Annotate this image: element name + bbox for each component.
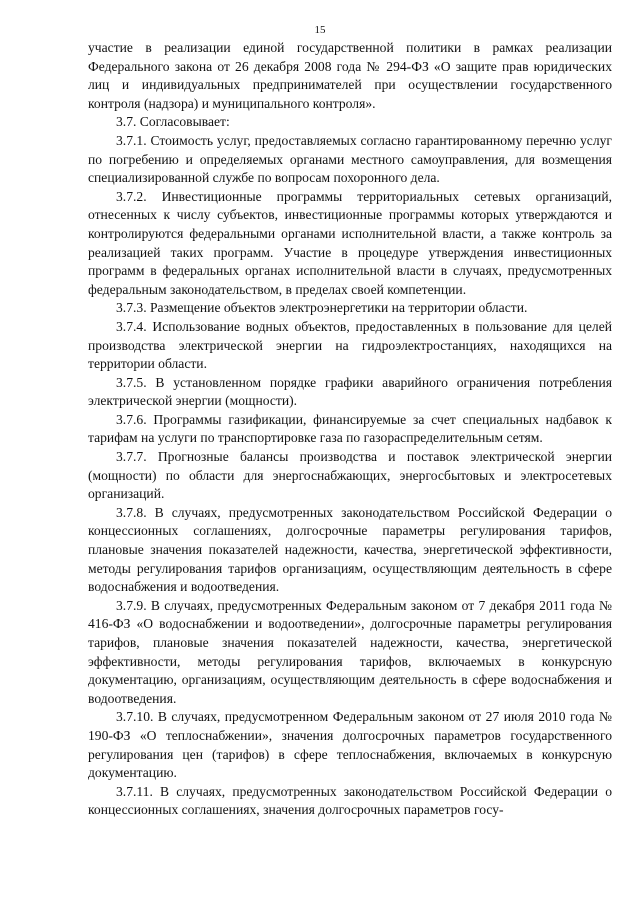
clause-3-7-8: 3.7.8. В случаях, предусмотренных законодательством Российской Федерации о концессионных соглашениях, долгосрочные параметры регулирования тарифов, плановые значения показателей надежности, качества, энергетической эффективности, методы регулирования тарифов организациям, осуществляющим деятельность в сфере водоснабжения и водоотведения. [88,504,612,595]
clause-3-7-4: 3.7.4. Использование водных объектов, предоставленных в пользование для целей производства электрической энергии на гидроэлектростанциях, находящихся на территории области. [88,318,612,372]
clause-3-7-11: 3.7.11. В случаях, предусмотренных законодательством Российской Федерации о концессионных соглашениях, значения долгосрочных параметров госу- [88,783,612,818]
clause-3-7-3: 3.7.3. Размещение объектов электроэнергетики на территории области. [116,300,528,316]
clause-3-7-2: 3.7.2. Инвестиционные программы территориальных сетевых организаций, отнесенных к числу субъектов, инвестиционные программы которых утверждаются и контролируются федеральными органами исполнительной власти, а также контроль за реализацией таких программ. Участие в процедуре утверждения инвестиционных программ в федеральных органах исполнительной власти в случаях, предусмотренных федеральным законодательством, в пределах своей компетенции. [88,188,612,297]
clause-3-7-6: 3.7.6. Программы газификации, финансируемые за счет специальных надбавок к тарифам на услуги по транспортировке газа по газораспределительным сетям. [88,411,612,446]
clause-3-7-7: 3.7.7. Прогнозные балансы производства и поставок электрической энергии (мощности) по области для энергоснабжающих, энергосбытовых и электросетевых организаций. [88,449,612,502]
clause-3-7-9: 3.7.9. В случаях, предусмотренных Федеральным законом от 7 декабря 2011 года № 416-ФЗ «О водоснабжении и водоотведении», долгосрочные параметры регулирования тарифов, плановые значения показателей надежности, качества, энергетической эффективности, методы регулирования тарифов, включаемых в конкурсную документацию, организациям, осуществляющим деятельность в сфере водоснабжения и водоотведения. [88,597,612,706]
clause-3-7-10: 3.7.10. В случаях, предусмотренном Федеральным законом от 27 июля 2010 года № 190-ФЗ «О теплоснабжении», значения долгосрочных параметров государственного регулирования цен (тарифов) в сфере теплоснабжения, включаемых в конкурсную документацию. [88,709,612,781]
page-number: 15 [314,24,326,36]
section-heading-3-7: 3.7. Согласовывает: [116,114,230,130]
clause-3-7-5: 3.7.5. В установленном порядке графики аварийного ограничения потребления электрической энергии (мощности). [88,374,612,409]
clause-3-7-1: 3.7.1. Стоимость услуг, предоставляемых согласно гарантированному перечню услуг по погребению и определяемых органами местного самоуправления, для возмещения специализированной службе по вопросам похоронного дела. [88,132,612,186]
document-body [88,39,612,820]
paragraph-continuation: участие в реализации единой государственной политики в рамках реализации Федерального закона от 26 декабря 2008 года № 294-ФЗ «О защите прав юридических лиц и индивидуальных предпринимателей при осуществлении государственного контроля (надзора) и муниципального контроля». [88,40,612,111]
